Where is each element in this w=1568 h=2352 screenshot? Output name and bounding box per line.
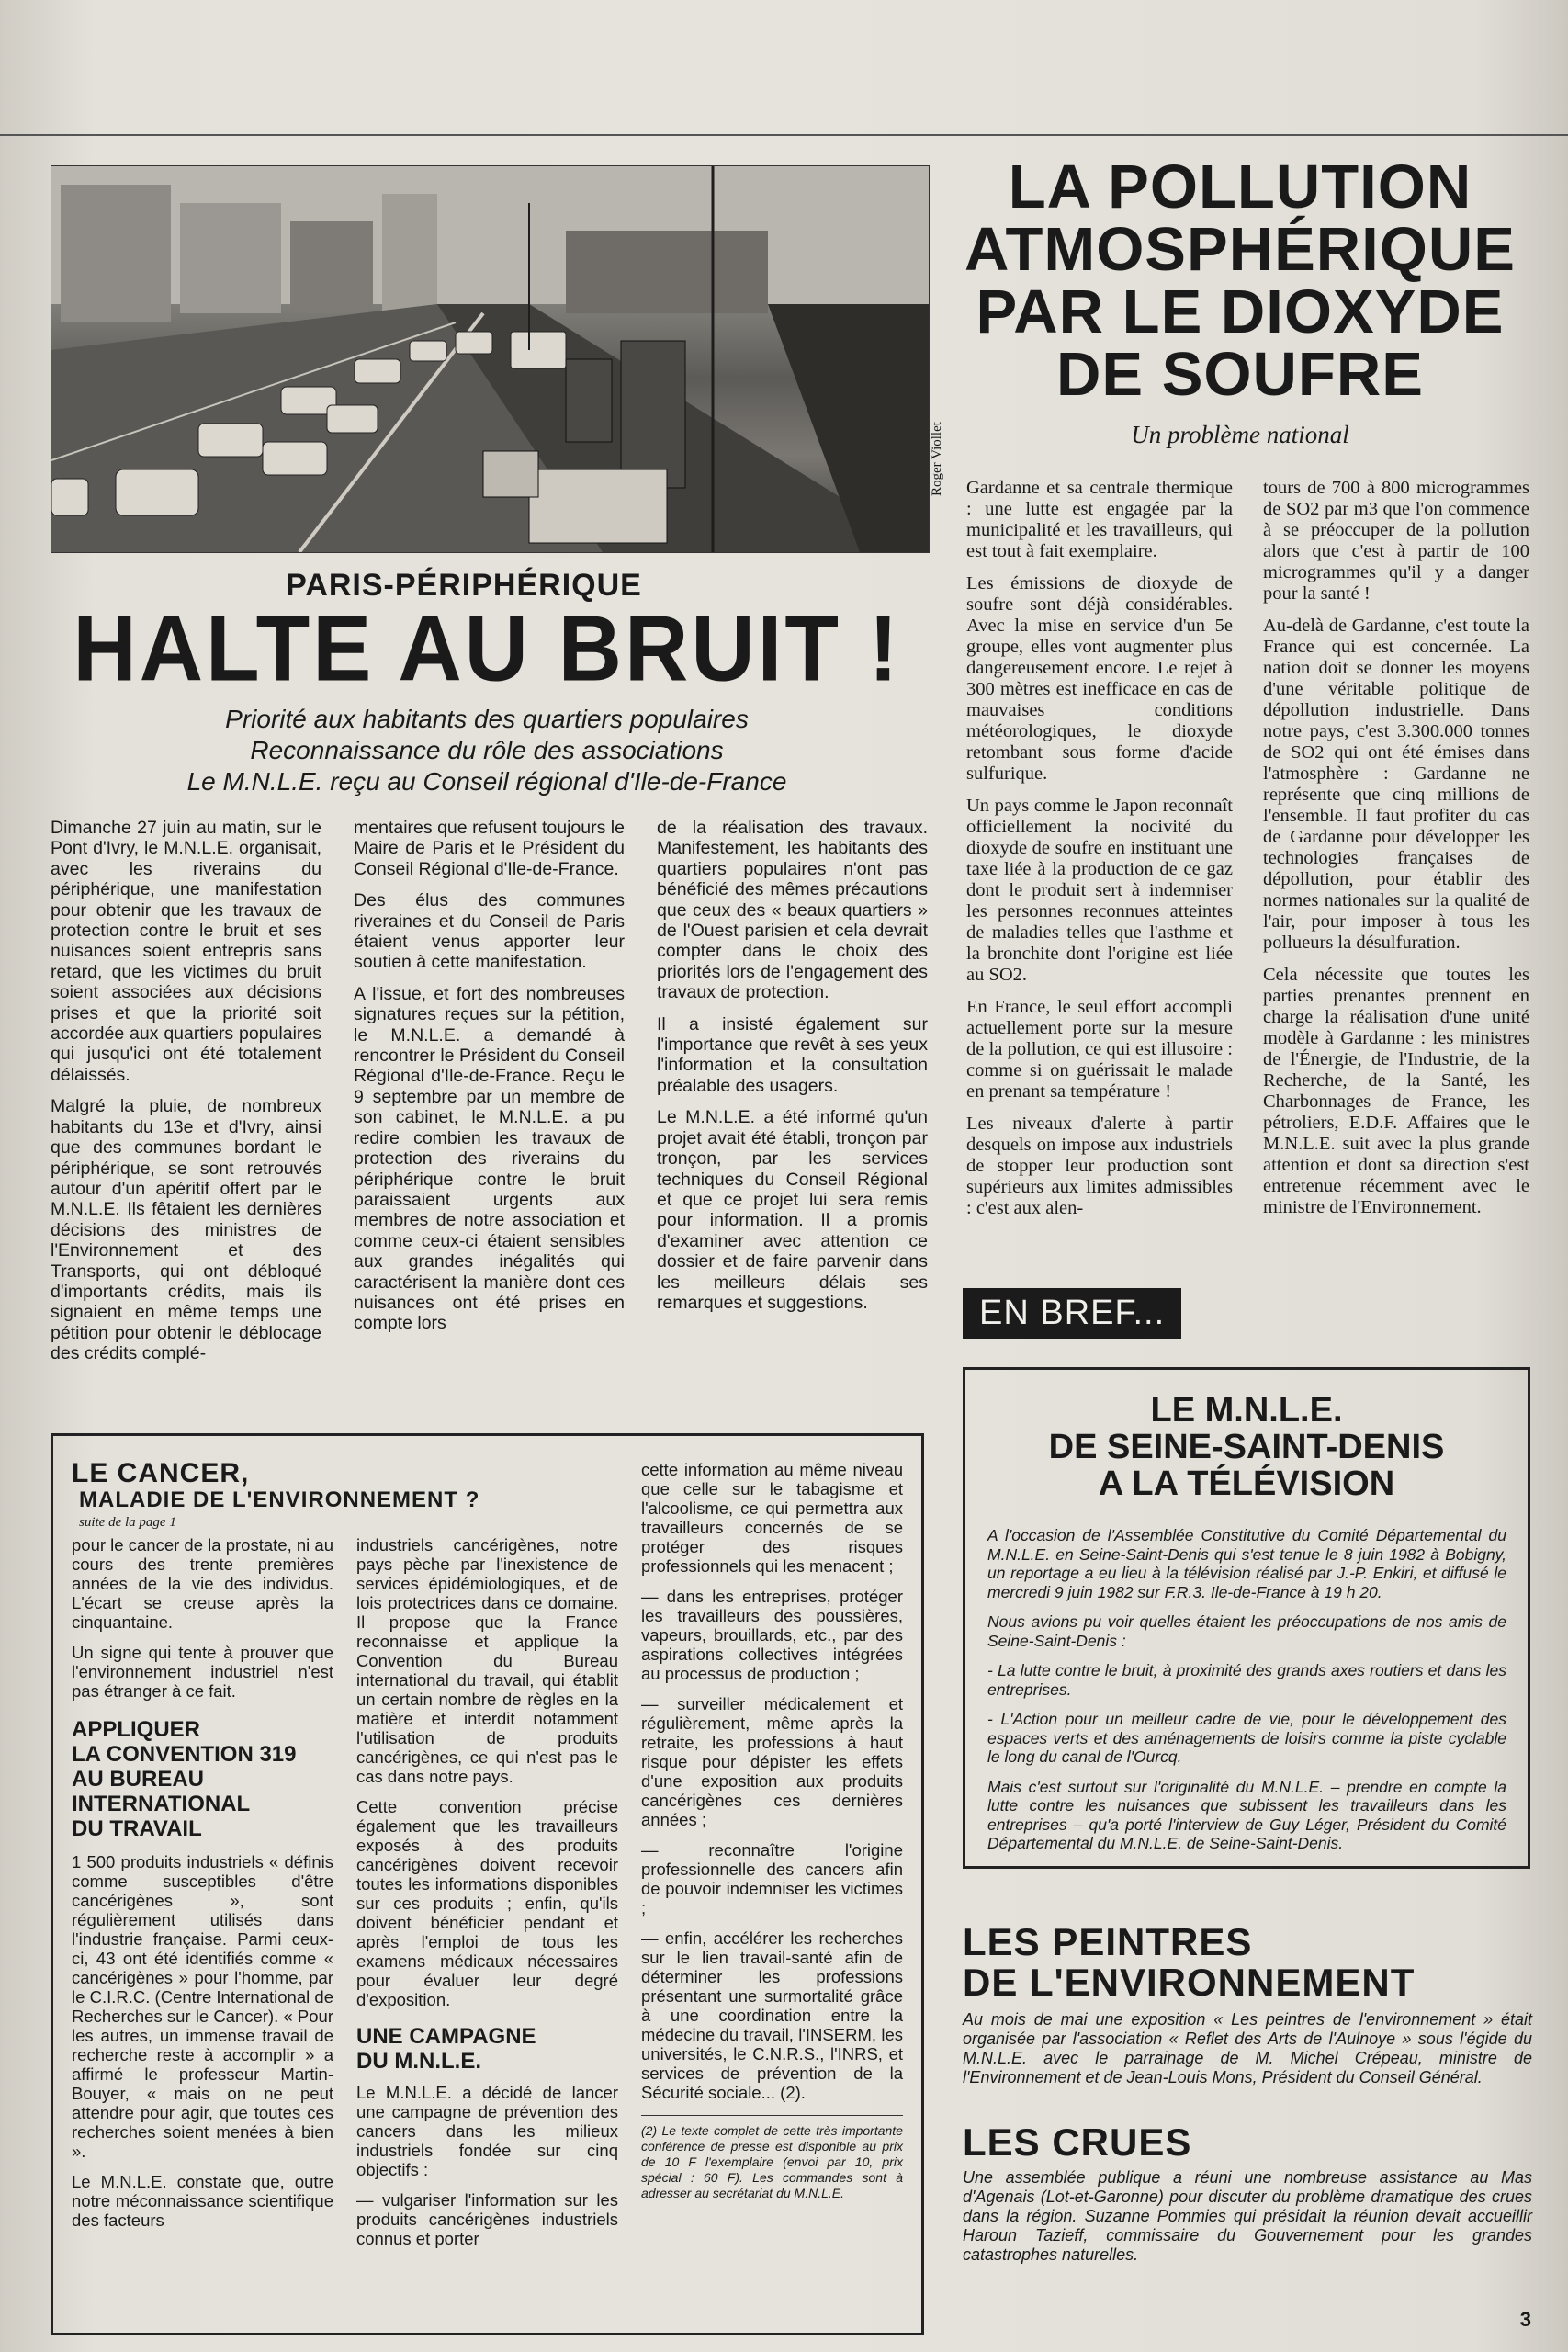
paragraph: — dans les entreprises, protéger les travailleurs des poussières, vapeurs, brouillards, etc., par des aspirations collectives intégrées au processus de production ; [641,1587,903,1683]
highway-photo [51,165,930,553]
page-number: 3 [1519,2308,1531,2331]
paragraph: de la réalisation des travaux. Manifestement, les habitants des quartiers populaires n'ont pas bénéficié des mêmes précautions que ceux des « beaux quartiers » de l'Ouest parisien et cela devrait compter dans le choix des priorités lors de l'engagement des travaux de protection. [657,818,928,1003]
paragraph: — vulgariser l'information sur les produits cancérigènes industriels connus et porter [356,2190,618,2248]
paragraph: Le M.N.L.E. a été informé qu'un projet avait été établi, tronçon par tronçon, par les services techniques du Conseil Régional et que ce projet lui sera remis pour information. Il a promis d'examiner avec attention ce dossier et de faire parvenir dans les meilleurs délais ses remarques et suggestions. [657,1107,928,1313]
cancer-column-2 [356,1535,618,2259]
cancer-box [51,1433,924,2335]
title-line: LA POLLUTION [1008,153,1472,221]
title-line: ATMOSPHÉRIQUE [964,215,1516,284]
paragraph: En France, le seul effort accompli actuellement porte sur la mesure de la pollution, ce qui est illusoire : comme si on guérissait le malade en prenant sa température ! [966,997,1233,1102]
crues-title: LES CRUES [963,2120,1192,2164]
title-line: LE M.N.L.E. [1150,1391,1343,1430]
paragraph: Il a insisté également sur l'importance que revêt à ses yeux l'information et la consultation préalable des usagers. [657,1013,928,1096]
tv-text [987,1526,1506,1864]
article-column-2 [354,818,625,1345]
heading-line: DU M.N.L.E. [356,2049,481,2074]
paragraph: Les niveaux d'alerte à partir desquels on impose aux industriels de stopper leur production sont supérieurs aux limites admissibles : c'est aux alen- [966,1114,1233,1218]
paragraph: Gardanne et sa centrale thermique : une lutte est engagée par la municipalité et les travailleurs, qui est tout à fait exemplaire. [966,478,1233,561]
paragraph: Mais c'est surtout sur l'originalité du M.N.L.E. – prendre en compte la lutte contre les nuisances que subissent les travailleurs dans les entreprises – qu'a porté l'interview de Guy Léger, Président du Comité Départemental du M.N.L.E. de Seine-Saint-Denis. [987,1777,1506,1852]
heading-line: INTERNATIONAL [72,1792,251,1816]
convention-heading [72,1717,333,1841]
heading-line: UNE CAMPAGNE [356,2024,536,2049]
title-line: DE SEINE-SAINT-DENIS [1048,1428,1445,1466]
paragraph: A l'issue, et fort des nombreuses signatures reçues sur la pétition, le M.N.L.E. a demandé à rencontrer le Président du Conseil Régional d'Ile-de-France. Reçu le 9 septembre par un membre de son cabinet, le M.N.L.E. a pu redire combien les travaux de protection des riverains du périphérique contre le bruit paraissaient urgents aux membres de notre association et comme ceux-ci étaient sensibles aux grandes inégalités qui caractérisent la manière dont ces nuisances ont été prises en compte lors [354,983,625,1334]
paragraph: Cette convention précise également que les travailleurs exposés à des produits cancérigènes doivent recevoir toutes les informations disponibles sur ces produits ; enfin, qu'ils doivent bénéficier pendant et après l'emploi de tous les examens médicaux nécessaires pour évaluer leur degré d'exposition. [356,1797,618,2009]
en-bref-label: EN BREF... [963,1288,1181,1339]
heading-line: AU BUREAU [72,1767,204,1792]
title-line: DE L'ENVIRONNEMENT [963,1961,1416,2004]
tv-box [963,1367,1530,1869]
paragraph: — surveiller médicalement et régulièrement, même après la retraite, les professions à haut risque pour dépister les effets d'une exposition aux produits cancérigènes ces dernières années ; [641,1694,903,1829]
paragraph: - L'Action pour un meilleur cadre de vie, pour le développement des espaces verts et des aménagements de loisirs comme la piste cyclable le long du canal de l'Ourcq. [987,1710,1506,1766]
paragraph: Cela nécessite que toutes les parties prenantes prennent en charge la réalisation d'une unité modèle à Gardanne : les ministres de l'Énergie, de l'Industrie, de la Recherche, de la Santé, les Charbonnages de France, les pétroliers, E.D.F. Affaires que le M.N.L.E. suit avec la plus grande attention et dont sa direction s'est entretenue récemment avec le ministre de l'Environnement. [1263,965,1529,1217]
article-title: HALTE AU BRUIT ! [73,597,901,701]
pollution-subtitle: Un problème national [1131,421,1349,448]
paragraph: Nous avions pu voir quelles étaient les préoccupations de nos amis de Seine-Saint-Denis : [987,1612,1506,1650]
title-line: PAR LE DIOXYDE [976,277,1505,346]
photo-credit: Roger Viollet [930,422,944,496]
paragraph: Des élus des communes riveraines et du Conseil de Paris étaient venus apporter leur soutien à cette manifestation. [354,890,625,973]
paragraph: Le M.N.L.E. a décidé de lancer une campagne de prévention des cancers dans les milieux industriels fondée sur cinq objectifs : [356,2083,618,2179]
paragraph: 1 500 produits industriels « définis comme susceptibles d'être cancérigènes », sont régulièrement utilisés dans l'industrie française. Parmi ceux-ci, 43 ont été identifiés comme « cancérigènes » pour l'homme, par le C.I.R.C. (Centre International de Recherches sur le Cancer). « Pour les autres, un immense travail de recherche reste à accomplir » a affirmé le professeur Martin-Bouyer, « mais on ne peut attendre pour agir, que toutes ces recherches soient menées à bien ». [72,1852,333,2161]
heading-line: DU TRAVAIL [72,1816,202,1841]
article-column-3 [657,818,928,1324]
campaign-heading [356,2024,618,2074]
cancer-column-1 [72,1535,333,2241]
title-line: A LA TÉLÉVISION [1098,1464,1395,1503]
paragraph: - La lutte contre le bruit, à proximité des grands axes routiers et dans les entreprises. [987,1661,1506,1699]
paragraph: cette information au même niveau que celle sur le tabagisme et l'alcoolisme, ce qui permettra aux travailleurs concernés de se protéger des risques professionnels qui les menacent ; [641,1460,903,1576]
cancer-title-2: MALADIE DE L'ENVIRONNEMENT ? [79,1487,480,1512]
subtitle-line: Le M.N.L.E. reçu au Conseil régional d'Ile-de-France [186,767,787,796]
title-line: DE SOUFRE [1056,340,1424,409]
subtitle-line: Reconnaissance du rôle des associations [250,736,724,764]
article-kicker: PARIS-PÉRIPHÉRIQUE [286,568,642,603]
article-subtitles [37,704,937,797]
cancer-column-3 [641,1460,903,2201]
cancer-suite: suite de la page 1 [79,1515,176,1530]
heading-line: APPLIQUER [72,1717,201,1742]
paragraph: tours de 700 à 800 microgrammes de SO2 par m3 que l'on commence à se préoccuper de la pollution alors que c'est à partir de 100 microgrammes qu'il y a danger pour la santé ! [1263,478,1529,604]
painters-text: Au mois de mai une exposition « Les peintres de l'environnement » était organisée par l'association « Reflet des Arts de l'Aulnoye » sous l'égide du M.N.L.E. avec le parrainage de M. Michel Crépeau, ministre de l'Environnement et de Jean-Louis Mons, Président du Conseil Général. [963,2010,1532,2086]
paragraph: — reconnaître l'origine professionnelle des cancers afin de pouvoir indemniser les victimes ; [641,1840,903,1917]
paragraph: Un signe qui tente à prouver que l'environnement industriel n'est pas étranger à ce fait. [72,1643,333,1701]
title-line: LES PEINTRES [963,1920,1253,1963]
paragraph: industriels cancérigènes, notre pays pèche par l'inexistence de services épidémiologiques, et de lois protectrices dans ce domaine. Il propose que la France reconnaisse et applique la Convention du Bureau international du travail, qui établit un certain nombre de règles en la matière et interdit notamment l'utilisation de produits cancérigènes, ce qui n'est pas le cas dans notre pays. [356,1535,618,1786]
paragraph: Les émissions de dioxyde de soufre sont déjà considérables. Avec la mise en service d'un 5e groupe, elles vont augmenter plus dangereusement encore. Le rejet à 300 mètres est inefficace en cas de mauvaises conditions météorologiques, le dioxyde retombant sous forme d'acide sulfurique. [966,573,1233,784]
cancer-title-1: LE CANCER, [72,1458,250,1488]
pollution-column-1 [966,478,1233,1230]
paragraph: Le M.N.L.E. constate que, outre notre méconnaissance scientifique des facteurs [72,2172,333,2230]
paragraph: A l'occasion de l'Assemblée Constitutive du Comité Départemental du M.N.L.E. en Seine-Saint-Denis qui s'est tenue le 8 juin 1982 à Bobigny, un reportage a eu lieu à la télévision réalisé par J.-P. Enkiri, et diffusé le mercredi 9 juin 1982 sur F.R.3. Ile-de-France à 19 h 20. [987,1526,1506,1601]
crues-text: Une assemblée publique a réuni une nombreuse assistance au Mas d'Agenais (Lot-et-Garonne) pour discuter du problème dramatique des crues dans la région. Suzanne Pommies qui présidait la réunion devait accueillir Haroun Tazieff, commissaire du Gouvernement pour les grandes catastrophes naturelles. [963,2168,1532,2264]
paragraph: Un pays comme le Japon reconnaît officiellement la nocivité du dioxyde de soufre en instituant une taxe liée à la production de ce gaz dont le produit sert à indemniser les personnes reconnues atteintes de maladies telles que l'asthme et la bronchite dont l'origine est liée au SO2. [966,796,1233,985]
article-column-1 [51,818,321,1375]
paragraph: Dimanche 27 juin au matin, sur le Pont d'Ivry, le M.N.L.E. organisait, avec les riverains du périphérique, une manifestation pour obtenir que les travaux de protection contre le bruit et ses nuisances soient entrepris sans retard, que les victimes du bruit soient associées aux décisions prises et que la priorité soit accordée aux quartiers populaires qui jusqu'ici ont été totalement délaissés. [51,818,321,1085]
paragraph: pour le cancer de la prostate, ni au cours des trente premières années de la vie des individus. L'écart se creuse après la cinquantaine. [72,1535,333,1632]
top-rule [0,134,1568,136]
tv-title [965,1392,1528,1502]
paragraph: Au-delà de Gardanne, c'est toute la France qui est concernée. La nation doit se donner les moyens d'une véritable politique de dépollution industrielle. Dans notre pays, c'est 3.300.000 tonnes de SO2 qui ont été émises dans l'atmosphère : Gardanne ne représente que cinq millions de l'ensemble. Il faut profiter du cas de Gardanne pour développer les technologies françaises de dépollution, pour établir des normes nationales sur la qualité de l'air, pour imposer à tous les pollueurs la désulfuration. [1263,616,1529,953]
paragraph: — enfin, accélérer les recherches sur le lien travail-santé afin de déterminer les professions présentant une surmortalité grâce à une coordination entre la médecine du travail, l'INSERM, les universités, le C.N.R.S., l'INRS, et services de prévention de la Sécurité sociale... (2). [641,1928,903,2102]
subtitle-line: Priorité aux habitants des quartiers populaires [225,705,749,733]
paragraph: Malgré la pluie, de nombreux habitants du 13e et d'Ivry, ainsi que des communes bordant le périphérique, se sont retrouvés autour d'un apéritif offert par le M.N.L.E. Ils fêtaient les dernières décisions des ministres de l'Environnement et des Transports, qui ont débloqué d'importants crédits, mais ils signaient en même temps une pétition pour obtenir le déblocage des crédits complé- [51,1096,321,1364]
pollution-column-2 [1263,478,1529,1229]
pollution-title [955,153,1525,409]
heading-line: LA CONVENTION 319 [72,1742,297,1767]
painters-title [963,1922,1415,2003]
paragraph: mentaires que refusent toujours le Maire de Paris et le Président du Conseil Régional d'Ile-de-France. [354,818,625,879]
footnote: (2) Le texte complet de cette très importante conférence de presse est disponible au prix de 10 F l'exemplaire (envoi par 10, prix spécial : 60 F). Les commandes sont à adresser au secrétariat du M.N.L.E. [641,2115,903,2201]
